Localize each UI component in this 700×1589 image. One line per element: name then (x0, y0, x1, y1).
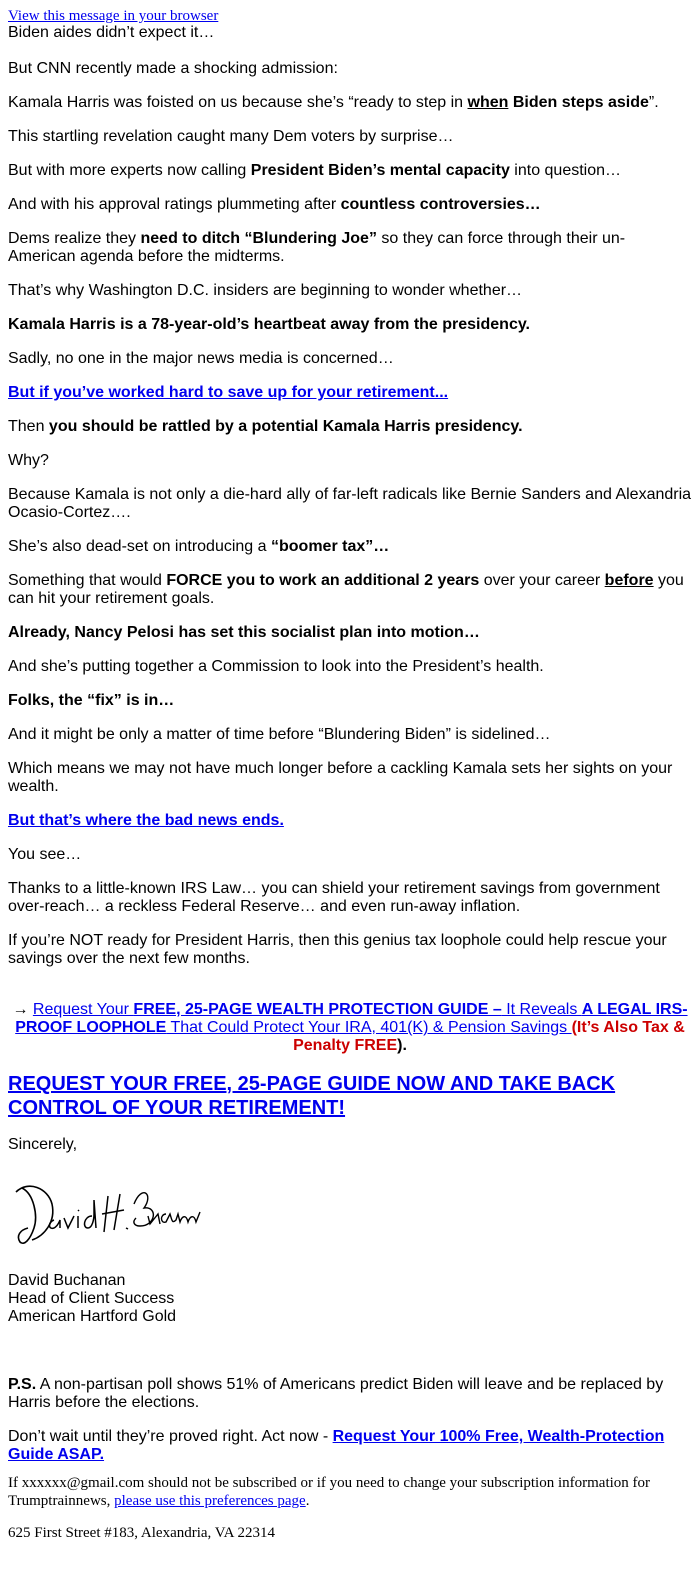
paragraph: Dems realize they need to ditch “Blundering Joe” so they can force through their un-American agenda before the midterms. (8, 230, 626, 265)
paragraph: But CNN recently made a shocking admission: (8, 60, 338, 77)
guide-offer: → Request Your FREE, 25-PAGE WEALTH PROTECTION GUIDE – It Reveals A LEGAL IRS-PROOF LOOPHOLE That Could Protect Your IRA, 401(K) & Pension Savings (It’s Also Tax & Penalty FREE). (12, 1001, 688, 1054)
signer-title: Head of Client Success (8, 1290, 175, 1307)
footer (8, 1474, 692, 1542)
bad-news-ends-link[interactable]: But that’s where the bad news ends. (8, 812, 284, 829)
paragraph: Folks, the “fix” is in… (8, 692, 175, 709)
unsubscribe-text: If xxxxxx@gmail.com should not be subscribed or if you need to change your subscription information for Trumptrainnews, please use this preferences page. (8, 1475, 651, 1509)
paragraph: If you’re NOT ready for President Harris, then this genius tax loophole could help rescue your savings over the next few months. (8, 932, 667, 967)
signer-company: American Hartford Gold (8, 1308, 177, 1325)
paragraph: Biden aides didn’t expect it… (8, 24, 215, 41)
paragraph: She’s also dead-set on introducing a “boomer tax”… (8, 538, 390, 555)
paragraph: This startling revelation caught many Dem voters by surprise… (8, 128, 454, 145)
retirement-link[interactable]: But if you’ve worked hard to save up for your retirement... (8, 384, 449, 401)
paragraph: You see… (8, 846, 82, 863)
email-body (8, 24, 692, 1464)
signer-name: David Buchanan (8, 1272, 126, 1289)
paragraph: Why? (8, 452, 49, 469)
paragraph: Already, Nancy Pelosi has set this socialist plan into motion… (8, 624, 480, 641)
paragraph: That’s why Washington D.C. insiders are beginning to wonder whether… (8, 282, 523, 299)
ps-guide-link[interactable]: Request Your 100% Free, Wealth-Protection Guide ASAP. (8, 1428, 665, 1463)
paragraph: Kamala Harris is a 78-year-old’s heartbeat away from the presidency. (8, 316, 530, 333)
paragraph: And she’s putting together a Commission to look into the President’s health. (8, 658, 544, 675)
paragraph: And with his approval ratings plummeting after countless controversies… (8, 196, 541, 213)
main-cta (8, 1072, 692, 1120)
paragraph: And it might be only a matter of time before “Blundering Biden” is sidelined… (8, 726, 551, 743)
paragraph: Then you should be rattled by a potential Kamala Harris presidency. (8, 418, 523, 435)
preferences-link[interactable]: please use this preferences page (114, 1493, 306, 1509)
paragraph: Something that would FORCE you to work an additional 2 years over your career before you can hit your retirement goals. (8, 572, 684, 607)
paragraph (8, 384, 692, 402)
signer-block (8, 1272, 692, 1326)
paragraph: Because Kamala is not only a die-hard ally of far-left radicals like Bernie Sanders and Alexandria Ocasio-Cortez…. (8, 486, 692, 521)
ps-paragraph: P.S. A non-partisan poll shows 51% of Americans predict Biden will leave and be replaced by Harris before the elections. (8, 1376, 664, 1411)
paragraph: Thanks to a little-known IRS Law… you can shield your retirement savings from government over-reach… a reckless Federal Reserve… and even run-away inflation. (8, 880, 660, 915)
paragraph: But with more experts now calling President Biden’s mental capacity into question… (8, 162, 622, 179)
paragraph (8, 812, 692, 830)
closing: Sincerely, (8, 1136, 78, 1153)
signature-image (8, 1170, 208, 1250)
paragraph: Which means we may not have much longer before a cackling Kamala sets her sights on your wealth. (8, 760, 673, 795)
paragraph: Kamala Harris was foisted on us because she’s “ready to step in when Biden steps aside”. (8, 94, 659, 111)
request-guide-link[interactable]: REQUEST YOUR FREE, 25-PAGE GUIDE NOW AND TAKE BACK CONTROL OF YOUR RETIREMENT! (8, 1073, 616, 1119)
wealth-guide-link[interactable]: Request Your FREE, 25-PAGE WEALTH PROTECTION GUIDE – It Reveals A LEGAL IRS-PROOF LOOPHOLE That Could Protect Your IRA, 401(K) & Pension Savings (15, 1001, 688, 1036)
postal-address: 625 First Street #183, Alexandria, VA 22314 (8, 1525, 275, 1541)
paragraph: Sadly, no one in the major news media is concerned… (8, 350, 394, 367)
view-in-browser-link[interactable]: View this message in your browser (8, 8, 219, 24)
paragraph: Don’t wait until they’re proved right. Act now - Request Your 100% Free, Wealth-Protection Guide ASAP. (8, 1428, 665, 1463)
